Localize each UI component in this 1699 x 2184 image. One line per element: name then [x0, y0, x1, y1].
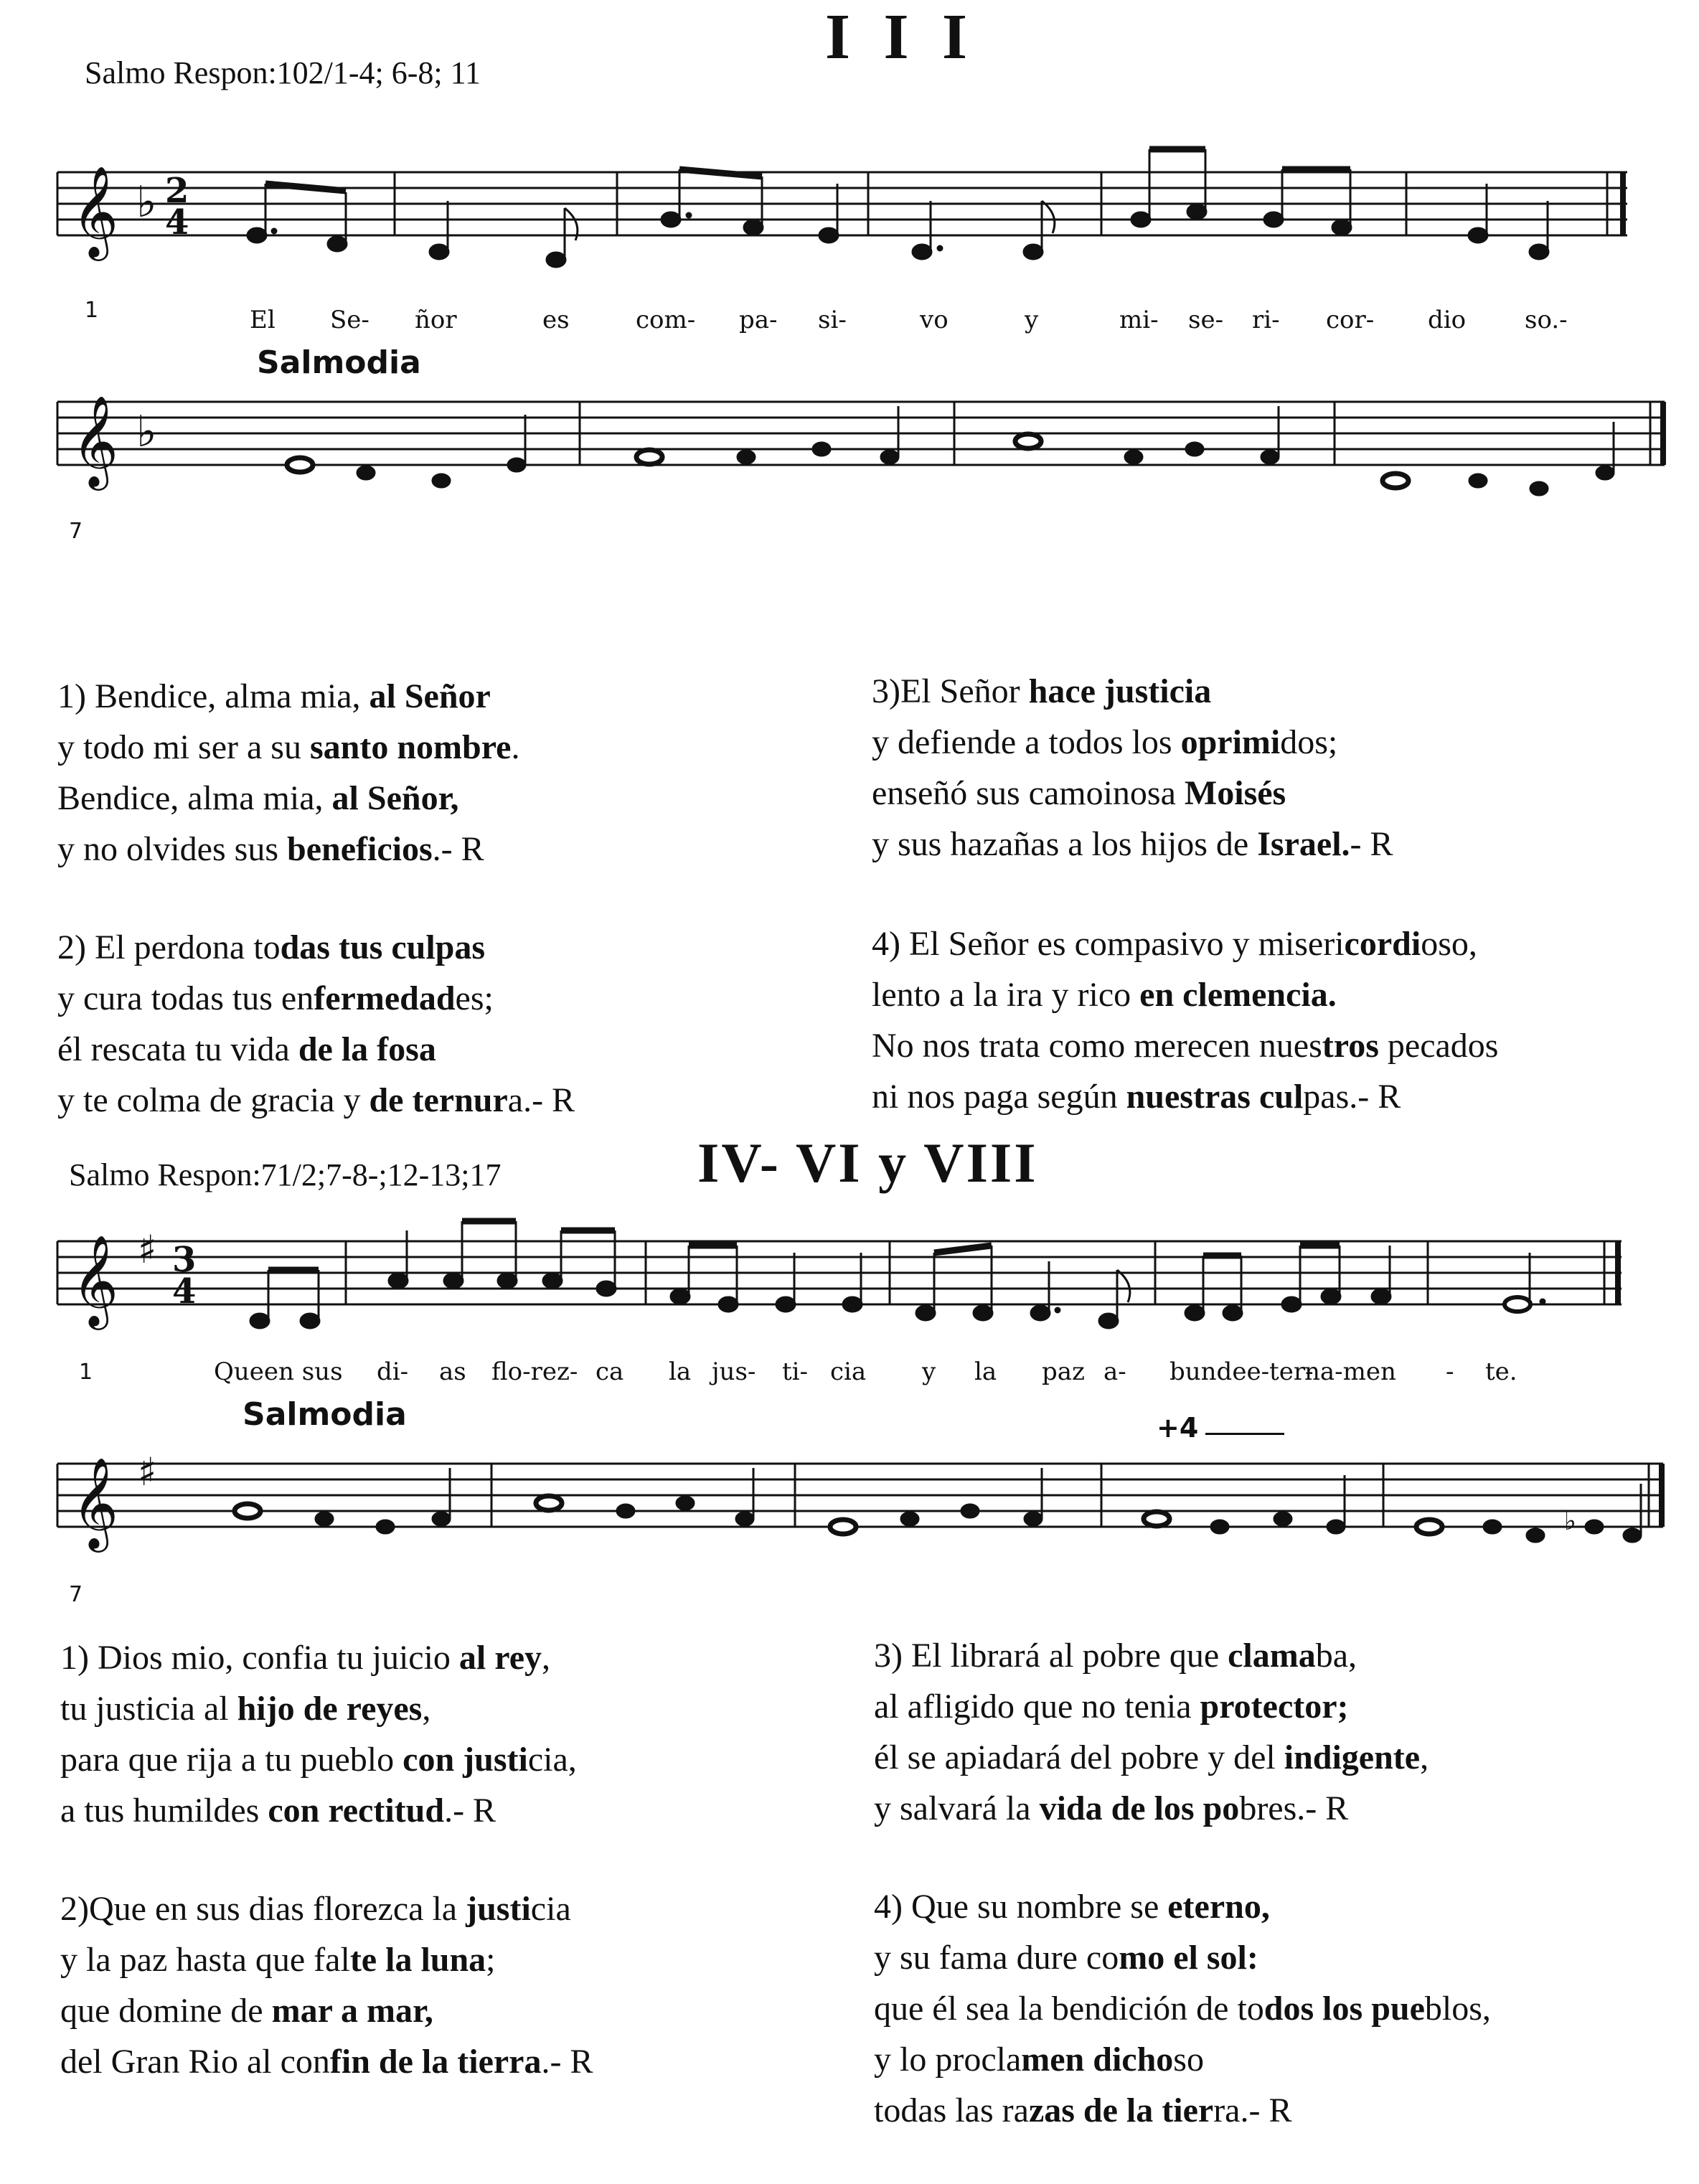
verse-line: [874, 1881, 1491, 1932]
verse-text: ba,: [1315, 1637, 1357, 1675]
lyric: Queen sus: [214, 1357, 343, 1386]
lyric: vo: [920, 306, 949, 334]
verse-line: [60, 1883, 593, 1934]
verse-text-bold: fin de la tierra: [329, 2043, 542, 2081]
verse-text: y no olvides sus: [57, 830, 288, 868]
verse-text: cia: [530, 1890, 571, 1928]
verse-text: y todo mi ser a su: [57, 728, 310, 766]
verse-line: [872, 969, 1498, 1020]
sharp-icon: ♯: [138, 1449, 157, 1495]
verse-text-bold: zas de la tier: [1028, 2091, 1214, 2129]
verse-text: pas.- R: [1303, 1078, 1401, 1116]
verse-text: y su fama dure co: [874, 1939, 1119, 1977]
verse-line: [60, 1985, 593, 2036]
lyric: Se-: [330, 306, 370, 334]
sharp-icon: ♯: [138, 1227, 157, 1272]
verse-line: [872, 717, 1393, 768]
verse-line: [60, 1683, 577, 1734]
verse-text: 4) El Señor es compasivo y miseri: [872, 925, 1345, 963]
verse-text: 3) El librará al pobre que: [874, 1637, 1228, 1675]
verse-text-bold: das tus culpas: [280, 928, 486, 966]
lyric: ti-: [782, 1357, 809, 1386]
lyric: a-: [1103, 1357, 1126, 1386]
verse-text: ,: [422, 1690, 431, 1728]
section-2-verse-3: [874, 1630, 1429, 1834]
section-1-verse-2: [57, 922, 575, 1126]
verse-line: [872, 1020, 1498, 1071]
section-1-reference: Salmo Respon:102/1-4; 6-8; 11: [85, 55, 481, 90]
lyric: El: [250, 306, 276, 334]
verse-line: [872, 666, 1393, 717]
verse-text-bold: con rectitud: [268, 1792, 445, 1830]
lyric: ñor: [415, 306, 457, 334]
verse-text: él rescata tu vida: [57, 1030, 298, 1068]
lyric: cor-: [1326, 306, 1375, 334]
verse-text-bold: protector;: [1200, 1688, 1349, 1726]
flat-icon: ♭: [136, 177, 157, 227]
verse-text: y te colma de gracia y: [57, 1081, 370, 1119]
verse-text-bold: al Señor: [369, 677, 491, 715]
verse-text-bold: indigente: [1284, 1738, 1421, 1776]
lyric: ri-: [1252, 306, 1280, 334]
lyric: si-: [818, 306, 847, 334]
verse-text-bold: al rey: [458, 1639, 542, 1677]
lyric: flo-rez-: [491, 1357, 578, 1386]
verse-line: [57, 922, 575, 973]
verse-text-bold: con justi: [403, 1741, 528, 1779]
verse-text: No nos trata como merecen nues: [872, 1027, 1322, 1065]
verse-text-bold: fermedad: [314, 979, 456, 1017]
section-1-title: I I I: [825, 1, 976, 72]
verse-text-bold: en clemencia.: [1139, 976, 1337, 1014]
verse-line: [874, 1783, 1429, 1834]
section-1-verse-4: [872, 918, 1498, 1122]
verse-line: [57, 1024, 575, 1075]
time-signature-top: 3: [172, 1240, 197, 1280]
flat-icon: ♭: [136, 407, 157, 457]
treble-clef-icon: 𝄞: [72, 1456, 119, 1548]
verse-text: dos;: [1280, 723, 1338, 761]
verse-text-bold: Moisés: [1184, 774, 1286, 812]
measure-number: 1: [79, 1360, 93, 1385]
lyric: na-men: [1304, 1357, 1396, 1386]
verse-text: 4) Que su nombre se: [874, 1888, 1168, 1926]
verse-line: [872, 768, 1393, 819]
lyric: pa-: [739, 306, 778, 334]
verse-text-bold: beneficios: [287, 830, 433, 868]
verse-text: - R: [1350, 825, 1393, 863]
verse-text: .- R: [444, 1792, 496, 1830]
verse-line: [874, 1732, 1429, 1783]
lyric: com-: [636, 306, 696, 334]
verse-text-bold: de la fosa: [298, 1030, 436, 1068]
verse-line: [874, 2085, 1491, 2136]
treble-clef-icon: 𝄞: [72, 395, 119, 486]
verse-text-bold: Israel.: [1257, 825, 1350, 863]
verse-text: del Gran Rio al con: [60, 2043, 330, 2081]
verse-text: para que rija a tu pueblo: [60, 1741, 403, 1779]
lyric: se-: [1188, 306, 1224, 334]
measure-number: 7: [69, 1582, 83, 1607]
section-2-salmodia-label: Salmodia: [243, 1396, 407, 1433]
section-2-verse-4: [874, 1881, 1491, 2136]
verse-text: y sus hazañas a los hijos de: [872, 825, 1258, 863]
verse-text-bold: te la luna: [349, 1941, 486, 1979]
verse-line: [60, 1734, 577, 1785]
verse-line: [57, 973, 575, 1024]
verse-text: .: [511, 728, 520, 766]
lyric: te.: [1485, 1357, 1517, 1386]
lyric: as: [439, 1357, 466, 1386]
measure-number: 7: [69, 519, 83, 544]
lyric: so.-: [1525, 306, 1568, 334]
lyric: la: [669, 1357, 692, 1386]
verse-line: [60, 1632, 577, 1683]
section-2-reference: Salmo Respon:71/2;7-8-;12-13;17: [69, 1157, 502, 1192]
section-1-verse-1: [57, 671, 519, 875]
lyric: y: [1025, 306, 1039, 334]
section-2-verse-1: [60, 1632, 577, 1836]
lyric: paz: [1042, 1357, 1085, 1386]
lyric: es: [542, 306, 570, 334]
lyric: di-: [377, 1357, 409, 1386]
lyric: bundee-ter-: [1169, 1357, 1314, 1386]
verse-text-bold: vida de los po: [1039, 1789, 1240, 1827]
verse-text: él se apiadará del pobre y del: [874, 1738, 1284, 1776]
verse-text-bold: al Señor,: [331, 779, 459, 817]
verse-line: [874, 2034, 1491, 2085]
lyric: jus-: [712, 1357, 756, 1386]
verse-line: [57, 722, 519, 773]
verse-text: 1) Bendice, alma mia,: [57, 677, 370, 715]
verse-text-bold: de ternur: [369, 1081, 508, 1119]
verse-text-bold: men dicho: [1021, 2041, 1174, 2079]
verse-text: al afligido que no tenia: [874, 1688, 1200, 1726]
verse-text-bold: mar a mar,: [271, 1992, 433, 2030]
verse-text: todas las ra: [874, 2091, 1029, 2129]
section-2-salmodia-staff: [0, 1435, 1699, 1607]
treble-clef-icon: 𝄞: [72, 165, 119, 257]
lyric: -: [1446, 1357, 1454, 1386]
verse-text: so: [1173, 2041, 1204, 2079]
verse-text: cia,: [527, 1741, 577, 1779]
verse-line: [60, 1934, 593, 1985]
verse-line: [874, 1983, 1491, 2034]
verse-text: 3)El Señor: [872, 672, 1029, 710]
verse-text-bold: dos los pue: [1263, 1990, 1425, 2028]
verse-text: 1) Dios mio, confia tu juicio: [60, 1639, 459, 1677]
verse-text: ni nos paga según: [872, 1078, 1126, 1116]
lyric: ca: [596, 1357, 624, 1386]
verse-text: y la paz hasta que fal: [60, 1941, 350, 1979]
lyric: cia: [830, 1357, 867, 1386]
verse-text-bold: hijo de reyes: [237, 1690, 423, 1728]
verse-text: tu justicia al: [60, 1690, 237, 1728]
verse-text: blos,: [1424, 1990, 1491, 2028]
measure-number: 1: [85, 298, 99, 323]
verse-text: lento a la ira y rico: [872, 976, 1140, 1014]
treble-clef-icon: 𝄞: [72, 1234, 119, 1326]
lyric: la: [974, 1357, 997, 1386]
verse-text: es;: [455, 979, 494, 1017]
svg-text:♭: ♭: [1564, 1507, 1576, 1536]
section-1-salmodia-label: Salmodia: [257, 344, 421, 381]
verse-text: ra.- R: [1213, 2091, 1292, 2129]
verse-text-bold: cordi: [1344, 925, 1421, 963]
verse-line: [60, 1785, 577, 1836]
verse-text: ,: [1420, 1738, 1429, 1776]
verse-line: [872, 918, 1498, 969]
lyric: dio: [1428, 306, 1467, 334]
verse-line: [874, 1681, 1429, 1732]
verse-text-bold: justi: [466, 1890, 531, 1928]
verse-line: [872, 1071, 1498, 1122]
plus-four-annotation: +4: [1157, 1412, 1199, 1444]
time-signature-bottom: 4: [165, 202, 189, 243]
verse-text-bold: hace justicia: [1028, 672, 1212, 710]
verse-text: y salvará la: [874, 1789, 1040, 1827]
verse-text: Bendice, alma mia,: [57, 779, 332, 817]
verse-text: .- R: [432, 830, 484, 868]
verse-line: [872, 819, 1393, 870]
section-2-verse-2: [60, 1883, 593, 2087]
verse-text: que él sea la bendición de to: [874, 1990, 1264, 2028]
verse-text: ;: [486, 1941, 496, 1979]
verse-text: bres.- R: [1239, 1789, 1349, 1827]
verse-line: [60, 2036, 593, 2087]
verse-text: pecados: [1378, 1027, 1499, 1065]
verse-line: [874, 1932, 1491, 1983]
verse-text-bold: nuestras cul: [1126, 1078, 1304, 1116]
verse-text: enseñó sus camoinosa: [872, 774, 1185, 812]
verse-line: [57, 773, 519, 824]
lyric: mi-: [1119, 306, 1159, 334]
verse-text: .- R: [541, 2043, 593, 2081]
verse-text-bold: oprimi: [1180, 723, 1281, 761]
verse-line: [57, 824, 519, 875]
lyric: y: [922, 1357, 936, 1386]
verse-text-bold: eterno,: [1167, 1888, 1270, 1926]
verse-text: 2) El perdona to: [57, 928, 281, 966]
verse-text: oso,: [1421, 925, 1477, 963]
verse-text: y lo procla: [874, 2041, 1022, 2079]
verse-text: y defiende a todos los: [872, 723, 1181, 761]
verse-text-bold: mo el sol:: [1119, 1939, 1258, 1977]
verse-text: ,: [542, 1639, 550, 1677]
verse-line: [874, 1630, 1429, 1681]
verse-text: a tus humildes: [60, 1792, 268, 1830]
verse-text: 2)Que en sus dias florezca la: [60, 1890, 466, 1928]
verse-line: [57, 1075, 575, 1126]
time-signature-top: 2: [165, 171, 189, 211]
verse-text-bold: santo nombre: [309, 728, 512, 766]
verse-text: que domine de: [60, 1992, 272, 2030]
time-signature-bottom: 4: [172, 1271, 197, 1312]
verse-text-bold: tros: [1322, 1027, 1379, 1065]
verse-text: y cura todas tus en: [57, 979, 314, 1017]
section-1-verse-3: [872, 666, 1393, 870]
section-2-title: IV- VI y VIII: [697, 1131, 1038, 1194]
verse-text-bold: clama: [1228, 1637, 1316, 1675]
verse-line: [57, 671, 519, 722]
section-1-salmodia-staff: [0, 380, 1699, 552]
verse-text: a.- R: [507, 1081, 575, 1119]
